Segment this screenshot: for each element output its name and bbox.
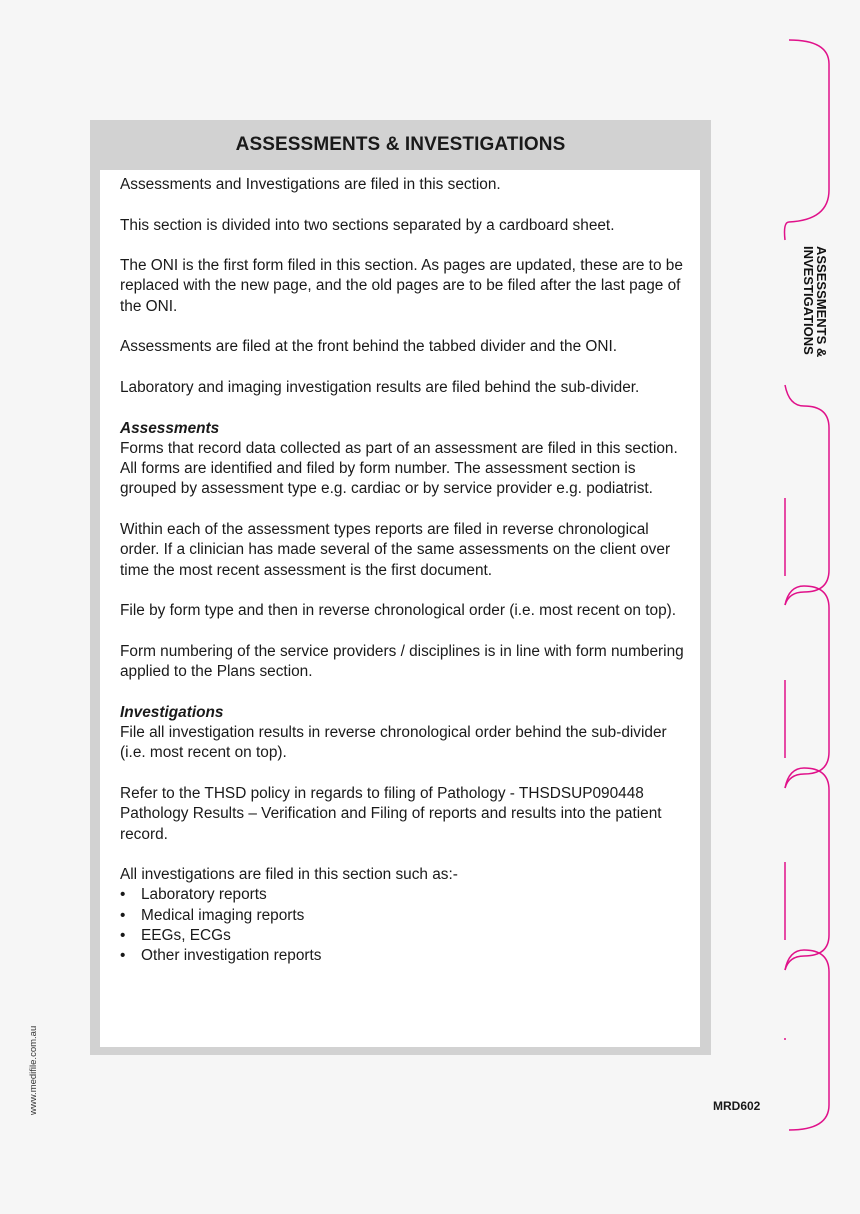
paragraph: Form numbering of the service providers / disciplines is in line with form numbering applied to the Plans section. bbox=[120, 642, 684, 681]
bullet-icon: • bbox=[120, 906, 126, 924]
paragraph: Within each of the assessment types reports are filed in reverse chronological order. If a clinician has made several of the same assessments on the client over time the most recent assessment is the first document. bbox=[120, 521, 671, 579]
list-item bbox=[120, 906, 692, 926]
paragraph: The ONI is the first form filed in this section. As pages are updated, these are to be replaced with the new page, and the old pages are to be filed after the last page of the ONI. bbox=[120, 257, 683, 315]
tab-label-line: INVESTIGATIONS bbox=[801, 246, 816, 355]
list-item-text: Laboratory reports bbox=[141, 886, 267, 904]
website-url: www.medifile.com.au bbox=[28, 1025, 39, 1115]
list-item-text: EEGs, ECGs bbox=[141, 926, 231, 944]
document-code: MRD602 bbox=[713, 1099, 761, 1113]
divider-tab-label bbox=[802, 246, 828, 357]
paragraph: Refer to the THSD policy in regards to filing of Pathology - THSDSUP090448 Pathology Results – Verification and Filing of reports and results into the patient record. bbox=[120, 784, 662, 843]
bullet-icon: • bbox=[120, 926, 126, 944]
document-body bbox=[120, 175, 692, 967]
paragraph: All investigations are filed in this section such as:- bbox=[120, 866, 458, 884]
page-title: ASSESSMENTS & INVESTIGATIONS bbox=[235, 134, 566, 155]
paragraph: File by form type and then in reverse chronological order (i.e. most recent on top). bbox=[120, 602, 677, 620]
assessments-heading: Assessments bbox=[120, 419, 220, 437]
list-item-text: Other investigation reports bbox=[141, 947, 322, 965]
bullet-icon: • bbox=[120, 886, 126, 904]
tab-divider-lines bbox=[780, 30, 840, 1140]
paragraph: Forms that record data collected as part of an assessment are filed in this section. All forms are identified and filed by form number. The assessment section is grouped by assessment type e.g. cardiac or by service provider e.g. podiatrist. bbox=[120, 439, 678, 498]
list-item bbox=[120, 885, 692, 905]
list-item-text: Medical imaging reports bbox=[141, 906, 305, 924]
paragraph: This section is divided into two sections separated by a cardboard sheet. bbox=[120, 216, 615, 234]
investigations-heading: Investigations bbox=[120, 703, 224, 721]
bullet-icon: • bbox=[120, 947, 126, 965]
list-item bbox=[120, 926, 692, 946]
paragraph: Assessments are filed at the front behind the tabbed divider and the ONI. bbox=[120, 338, 618, 356]
tab-label-line: ASSESSMENTS & bbox=[814, 246, 829, 358]
investigation-list bbox=[120, 885, 692, 966]
paragraph: File all investigation results in reverse chronological order behind the sub-divider (i.e. most recent on top). bbox=[120, 724, 667, 762]
paragraph: Assessments and Investigations are filed in this section. bbox=[120, 176, 501, 193]
paragraph: Laboratory and imaging investigation results are filed behind the sub-divider. bbox=[120, 378, 640, 396]
list-item bbox=[120, 946, 692, 966]
